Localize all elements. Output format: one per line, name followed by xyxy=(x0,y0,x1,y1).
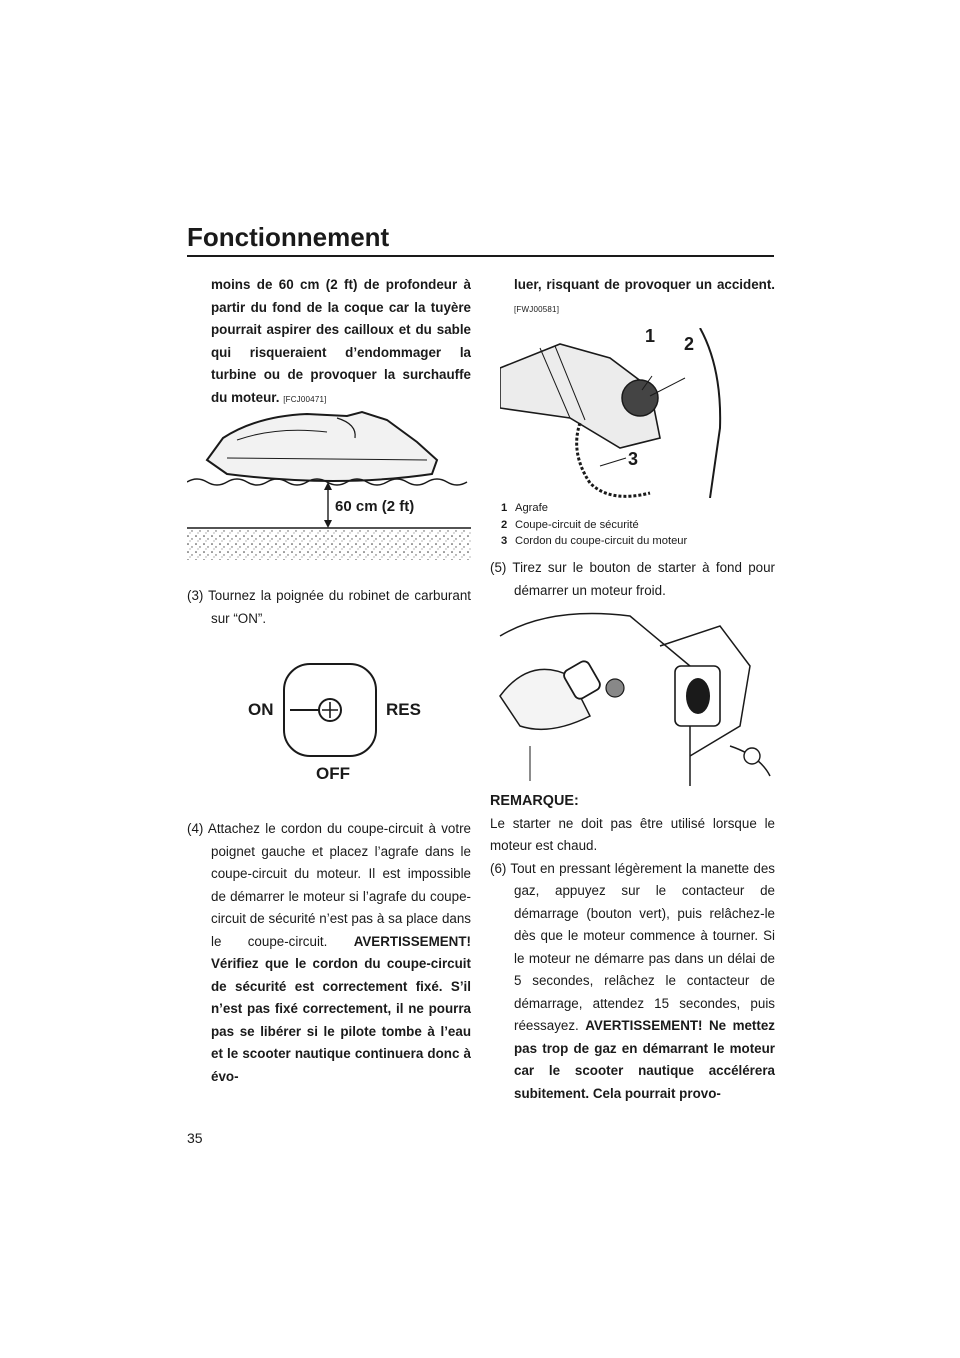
depth-label: 60 cm (2 ft) xyxy=(335,498,415,515)
caption-item: 1 Agrafe xyxy=(501,502,548,514)
header-rule xyxy=(187,255,774,257)
step-3: (3) Tournez la poignée du robinet de carburant sur “ON”. xyxy=(187,588,471,626)
step-5: (5) Tirez sur le bouton de starter à fond pour démarrer un moteur froid. xyxy=(490,560,775,598)
left-intro xyxy=(187,274,471,411)
right-continuation: luer, risquant de provoquer un accident. [FWJ00581] xyxy=(514,277,775,314)
callout-1: 1 xyxy=(645,326,656,346)
page-number: 35 xyxy=(187,1130,203,1146)
callout-3: 3 xyxy=(628,449,639,469)
valve-off-label: OFF xyxy=(316,764,350,783)
warning-text: AVERTISSEMENT! Vérifiez que le cordon du coupe-circuit de sécurité est correctement fixé. S’il n’est pas fixé correctement, il ne pourra pas se libérer si le pilote tombe à l’eau et le scooter nautique continuera donc à évo- xyxy=(211,933,471,1084)
fuel-valve-figure xyxy=(280,660,380,760)
caption-item: 3 Cordon du coupe-circuit du moteur xyxy=(501,535,688,547)
page-title: Fonctionnement xyxy=(187,222,390,252)
remarque-text: Le starter ne doit pas être utilisé lorsque le moteur est chaud. xyxy=(490,815,775,853)
choke-knob-figure xyxy=(490,606,780,786)
callout-2: 2 xyxy=(684,334,695,354)
warning-text-2: AVERTISSEMENT! Ne mettez pas trop de gaz en démarrant le moteur car le scooter nautique accélérera subitement. Cela pourrait provo- xyxy=(514,1018,775,1101)
figure-captions xyxy=(501,500,687,550)
caution-code: [FCJ00471] xyxy=(283,394,327,404)
step-4: (4) Attachez le cordon du coupe-circuit à votre poignet gauche et placez l’agrafe dans le coupe-circuit du moteur. Il est impossible de démarrer le moteur si l’agrafe du coupe-circuit de sécurité n’est pas à sa place dans le coupe-circuit. AVERTISSEMENT! Vérifiez que le cordon du coupe-circuit de sécurité est correctement fixé. S’il n’est pas fixé correctement, il ne pourra pas se libérer si le pilote tombe à l’eau et le scooter nautique continuera donc à évo- xyxy=(187,821,471,1084)
valve-res-label: RES xyxy=(386,700,421,719)
remarque-title: REMARQUE: xyxy=(490,793,579,809)
valve-on-label: ON xyxy=(248,700,274,719)
lanyard-figure xyxy=(500,328,730,498)
caution-text: moins de 60 cm (2 ft) de profondeur à partir du fond de la coque car la tuyère pourrait aspirer des cailloux et du sable qui risqueraient d’endommager la turbine ou de provoquer la surchauffe du moteur. xyxy=(211,277,471,405)
watercraft-depth-figure xyxy=(187,398,471,563)
caption-item: 2 Coupe-circuit de sécurité xyxy=(501,518,639,531)
remarque-block: REMARQUE: Le starter ne doit pas être utilisé lorsque le moteur est chaud. (6) Tout en pressant légèrement la manette des gaz, appuyez sur le contacteur de démarrage (bouton vert), puis relâchez-le dès que le moteur commence à tourner. Si le moteur ne démarre pas dans un délai de 5 secondes, relâchez le contacteur de démarrage, attendez 15 secondes, puis réessayez. AVERTISSEMENT! Ne mettez pas trop de gaz en démarrant le moteur car le scooter nautique accélérera subitement. Cela pourrait provo- xyxy=(490,790,775,1105)
